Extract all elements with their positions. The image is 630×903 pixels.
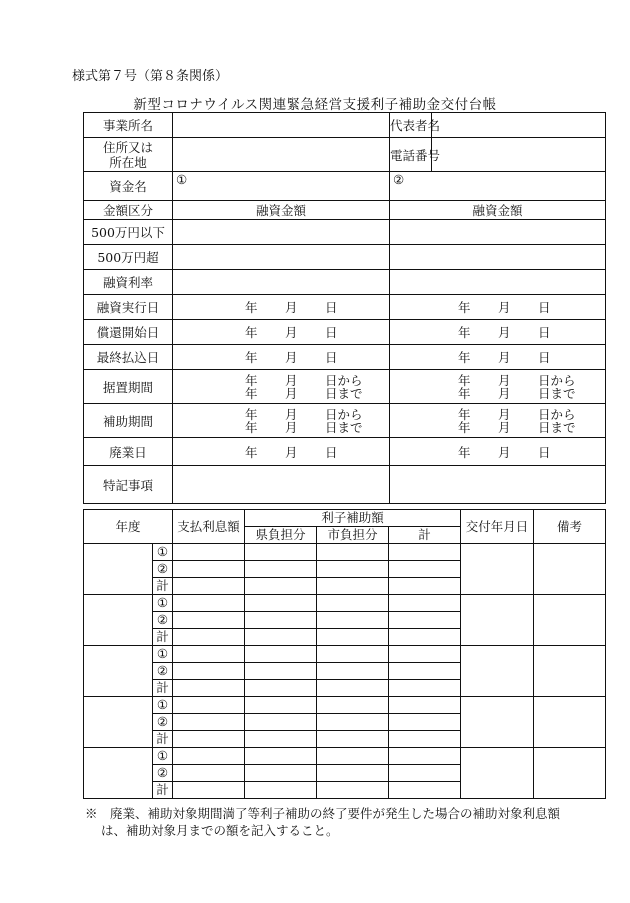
execution-date-field-1[interactable] [173,295,390,320]
remarks-cell[interactable] [534,595,606,646]
row-label-total: 計 [153,629,173,646]
final-payment-field-1[interactable] [173,345,390,370]
month-unit: 月 [285,300,298,315]
remarks-cell[interactable] [534,748,606,799]
row-label-2: ② [153,714,173,731]
special-notes-field-2[interactable] [390,466,606,504]
month-unit: 月 [285,350,298,365]
city-cell[interactable] [317,646,389,663]
pref-cell[interactable] [245,629,317,646]
year-cell[interactable] [84,646,153,697]
special-notes-label: 特記事項 [84,466,173,504]
sum-cell[interactable] [389,663,461,680]
city-cell[interactable] [317,782,389,799]
subsidy-period-field-2[interactable] [390,404,606,438]
execution-date-field-2[interactable] [390,295,606,320]
day-unit: 日 [325,325,338,340]
loan-amount-header-2: 融資金額 [390,201,606,220]
interest-rate-label: 融資利率 [84,270,173,295]
pref-cell[interactable] [245,731,317,748]
pref-share-header: 県負担分 [245,527,317,544]
year-unit: 年 [245,419,258,435]
interest-rate-field-1[interactable] [173,270,390,295]
remarks-cell[interactable] [534,544,606,595]
month-unit: 月 [498,385,511,401]
interest-cell[interactable] [173,578,245,595]
city-cell[interactable] [317,544,389,561]
row-label-1: ① [153,595,173,612]
row-label-total: 計 [153,731,173,748]
subsidy-period-label: 補助期間 [84,404,173,438]
interest-cell[interactable] [173,595,245,612]
day-unit: 日 [538,300,551,315]
month-unit: 月 [498,325,511,340]
year-unit: 年 [458,444,471,460]
grant-date-cell[interactable] [461,748,534,799]
year-cell[interactable] [84,595,153,646]
subsidy-ledger-table [83,509,606,799]
grace-period-label: 据置期間 [84,370,173,404]
pref-cell[interactable] [245,561,317,578]
year-cell[interactable] [84,748,153,799]
footnote-line1: ※ 廃業、補助対象期間満了等利子補助の終了要件が発生した場合の補助対象利息額 [85,806,561,821]
interest-cell[interactable] [173,629,245,646]
pref-cell[interactable] [245,544,317,561]
special-notes-field-1[interactable] [173,466,390,504]
year-unit: 年 [245,372,258,388]
row-label-1: ① [153,544,173,561]
fund1-marker: ① [176,172,188,187]
phone-field[interactable] [432,138,606,172]
interest-cell[interactable] [173,782,245,799]
execution-date-label: 融資実行日 [84,295,173,320]
address-label [84,138,173,172]
under-5m-field-2[interactable] [390,220,606,245]
loan-amount-header-1: 融資金額 [173,201,390,220]
grant-date-header: 交付年月日 [461,510,534,544]
sum-cell[interactable] [389,714,461,731]
address-label-line1: 住所又は [102,139,153,155]
grant-date-cell[interactable] [461,544,534,595]
grant-date-cell[interactable] [461,595,534,646]
fiscal-year-header: 年度 [84,510,173,544]
row-label-2: ② [153,765,173,782]
city-cell[interactable] [317,595,389,612]
form-code: 様式第７号（第８条関係） [72,69,229,84]
day-unit: 日 [325,300,338,315]
city-cell[interactable] [317,612,389,629]
repay-start-field-2[interactable] [390,320,606,345]
city-share-header: 市負担分 [317,527,389,544]
under-5m-field-1[interactable] [173,220,390,245]
day-unit: 日 [538,325,551,340]
year-unit: 年 [245,325,258,340]
city-cell[interactable] [317,680,389,697]
grace-period-field-2[interactable] [390,370,606,404]
month-unit: 月 [498,300,511,315]
year-unit: 年 [245,406,258,422]
interest-rate-field-2[interactable] [390,270,606,295]
month-unit: 月 [285,385,298,401]
phone-label: 電話番号 [390,138,432,172]
sum-cell[interactable] [389,680,461,697]
subsidy-amount-header: 利子補助額 [245,510,461,527]
until-unit: 日まで [538,419,576,435]
office-name-label: 事業所名 [84,113,173,138]
year-unit: 年 [458,372,471,388]
row-label-total: 計 [153,782,173,799]
day-unit: 日 [325,350,338,365]
sum-cell[interactable] [389,561,461,578]
month-unit: 月 [285,325,298,340]
interest-paid-header: 支払利息額 [173,510,245,544]
fund1-name-field[interactable] [173,172,390,201]
year-unit: 年 [458,385,471,401]
loan-info-table [83,112,606,504]
over-5m-label: 500万円超 [84,245,173,270]
city-cell[interactable] [317,663,389,680]
interest-cell[interactable] [173,663,245,680]
remarks-cell[interactable] [534,697,606,748]
footnote-line2: は、補助対象月までの額を記入すること。 [101,823,339,838]
year-unit: 年 [245,444,258,460]
amount-class-label: 金額区分 [84,201,173,220]
from-unit: 日から [538,406,576,422]
address-label-line2: 所在地 [109,154,147,170]
over-5m-field-1[interactable] [173,245,390,270]
until-unit: 日まで [538,385,576,401]
sum-cell[interactable] [389,646,461,663]
sum-cell[interactable] [389,765,461,782]
remarks-header: 備考 [534,510,606,544]
year-unit: 年 [458,350,471,365]
city-cell[interactable] [317,578,389,595]
year-cell[interactable] [84,544,153,595]
month-unit: 月 [285,406,298,422]
month-unit: 月 [498,350,511,365]
interest-cell[interactable] [173,646,245,663]
pref-cell[interactable] [245,595,317,612]
pref-cell[interactable] [245,663,317,680]
remarks-cell[interactable] [534,646,606,697]
representative-field[interactable] [432,113,606,138]
interest-cell[interactable] [173,765,245,782]
grace-period-field-1[interactable] [173,370,390,404]
pref-cell[interactable] [245,748,317,765]
final-payment-label: 最終払込日 [84,345,173,370]
closure-date-field-2[interactable] [390,438,606,466]
interest-cell[interactable] [173,714,245,731]
fund2-name-field[interactable] [390,172,606,201]
city-cell[interactable] [317,748,389,765]
office-name-field[interactable] [173,113,390,138]
fund2-marker: ② [393,172,405,187]
row-label-total: 計 [153,578,173,595]
address-field[interactable] [173,138,390,172]
year-unit: 年 [245,300,258,315]
row-label-2: ② [153,663,173,680]
day-unit: 日 [538,444,551,460]
year-unit: 年 [245,350,258,365]
sum-cell[interactable] [389,612,461,629]
pref-cell[interactable] [245,714,317,731]
grant-date-cell[interactable] [461,646,534,697]
pref-cell[interactable] [245,697,317,714]
sum-cell[interactable] [389,748,461,765]
row-label-1: ① [153,748,173,765]
interest-cell[interactable] [173,748,245,765]
until-unit: 日まで [325,385,363,401]
sum-cell[interactable] [389,544,461,561]
sum-cell[interactable] [389,629,461,646]
total-header: 計 [389,527,461,544]
pref-cell[interactable] [245,612,317,629]
grant-date-cell[interactable] [461,697,534,748]
city-cell[interactable] [317,561,389,578]
pref-cell[interactable] [245,578,317,595]
interest-cell[interactable] [173,731,245,748]
interest-cell[interactable] [173,561,245,578]
city-cell[interactable] [317,697,389,714]
repay-start-field-1[interactable] [173,320,390,345]
final-payment-field-2[interactable] [390,345,606,370]
row-label-total: 計 [153,680,173,697]
footnote [85,805,610,839]
month-unit: 月 [285,419,298,435]
until-unit: 日まで [325,419,363,435]
sum-cell[interactable] [389,578,461,595]
fund-name-label: 資金名 [84,172,173,201]
interest-cell[interactable] [173,612,245,629]
year-unit: 年 [458,419,471,435]
pref-cell[interactable] [245,680,317,697]
row-label-2: ② [153,612,173,629]
subsidy-period-field-1[interactable] [173,404,390,438]
over-5m-field-2[interactable] [390,245,606,270]
day-unit: 日 [325,444,338,460]
month-unit: 月 [498,406,511,422]
sum-cell[interactable] [389,697,461,714]
year-unit: 年 [458,406,471,422]
closure-date-label: 廃業日 [84,438,173,466]
from-unit: 日から [325,372,363,388]
year-unit: 年 [245,385,258,401]
city-cell[interactable] [317,629,389,646]
pref-cell[interactable] [245,765,317,782]
repay-start-label: 償還開始日 [84,320,173,345]
row-label-2: ② [153,561,173,578]
sum-cell[interactable] [389,595,461,612]
month-unit: 月 [498,444,511,460]
row-label-1: ① [153,697,173,714]
month-unit: 月 [498,419,511,435]
pref-cell[interactable] [245,782,317,799]
from-unit: 日から [538,372,576,388]
year-cell[interactable] [84,697,153,748]
row-label-1: ① [153,646,173,663]
city-cell[interactable] [317,714,389,731]
interest-cell[interactable] [173,680,245,697]
sum-cell[interactable] [389,782,461,799]
month-unit: 月 [498,372,511,388]
month-unit: 月 [285,372,298,388]
under-5m-label: 500万円以下 [84,220,173,245]
interest-cell[interactable] [173,697,245,714]
sum-cell[interactable] [389,731,461,748]
interest-cell[interactable] [173,544,245,561]
day-unit: 日 [538,350,551,365]
closure-date-field-1[interactable] [173,438,390,466]
document-title: 新型コロナウイルス関連緊急経営支援利子補助金交付台帳 [133,97,497,113]
city-cell[interactable] [317,765,389,782]
city-cell[interactable] [317,731,389,748]
year-unit: 年 [458,300,471,315]
pref-cell[interactable] [245,646,317,663]
month-unit: 月 [285,444,298,460]
from-unit: 日から [325,406,363,422]
representative-label: 代表者名 [390,113,432,138]
year-unit: 年 [458,325,471,340]
